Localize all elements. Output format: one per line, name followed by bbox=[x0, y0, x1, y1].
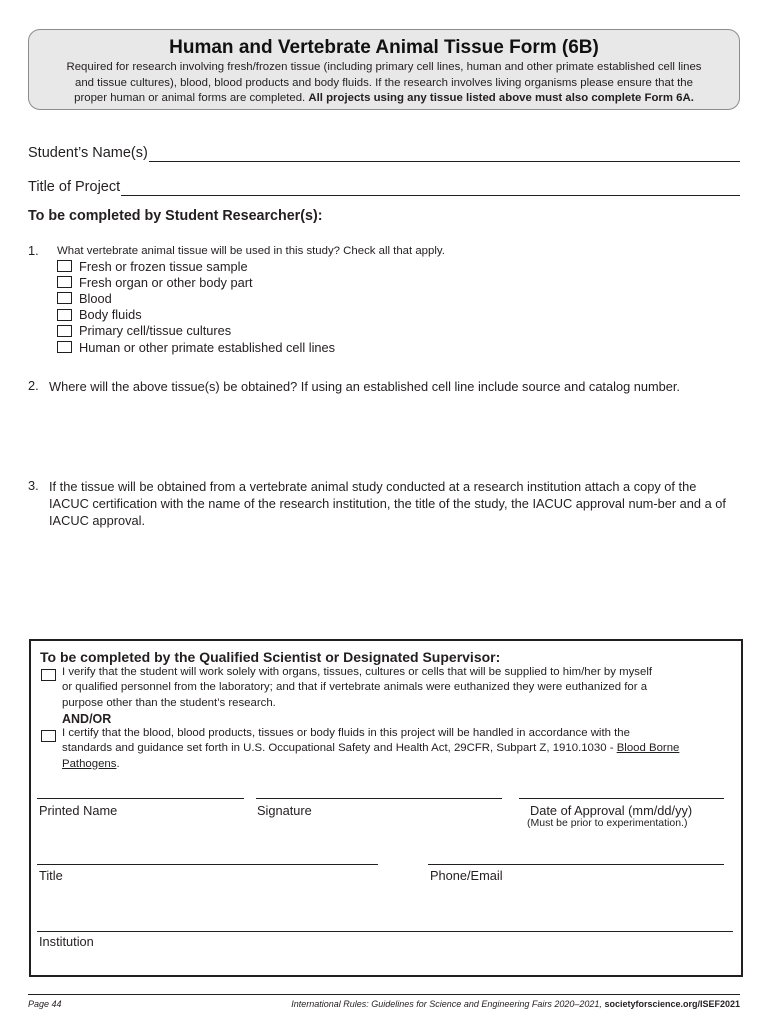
students-name-label: Student’s Name(s) bbox=[28, 145, 148, 161]
title-label: Title bbox=[39, 868, 63, 883]
certify-line-3 bbox=[62, 757, 734, 772]
date-line[interactable] bbox=[519, 798, 724, 799]
project-title-label: Title of Project bbox=[28, 179, 121, 195]
date-note: (Must be prior to experimentation.) bbox=[527, 817, 688, 829]
question-1-text: What vertebrate animal tissue will be used in this study? Check all that apply. bbox=[57, 245, 445, 257]
option-body-fluids[interactable] bbox=[57, 307, 335, 323]
pathogens-link[interactable]: Pathogens bbox=[62, 757, 117, 770]
question-3-text: If the tissue will be obtained from a vertebrate animal study conducted at a research institution attach a copy of the IACUC certification with the name of the research institution, the title of the study, the IACUC approval num-ber and a of IACUC approval. bbox=[49, 479, 726, 528]
verify-statement bbox=[62, 665, 734, 711]
certify-line-2-text: standards and guidance set forth in U.S. Occupational Safety and Health Act, 29CFR, Subpart Z, 1910.1030 - bbox=[62, 742, 614, 755]
certify-end: . bbox=[116, 757, 120, 770]
checkbox-icon[interactable] bbox=[57, 276, 72, 288]
verify-line-2: or qualified personnel from the laboratory; and that if vertebrate animals were euthanized they were euthanized for a bbox=[62, 681, 648, 694]
option-label: Human or other primate established cell lines bbox=[79, 339, 336, 355]
description-line-3 bbox=[31, 91, 737, 107]
footer-citation bbox=[291, 999, 740, 1009]
verify-line-3: purpose other than the student’s research. bbox=[62, 696, 276, 709]
checkbox-icon[interactable] bbox=[57, 325, 72, 337]
printed-name-label: Printed Name bbox=[39, 803, 118, 818]
project-title-line[interactable] bbox=[121, 178, 740, 196]
description-line-1: Required for research involving fresh/frozen tissue (including primary cell lines, human and other primate established cell lines bbox=[66, 61, 702, 73]
description-line-3-text: proper human or animal forms are completed. bbox=[74, 92, 306, 104]
checkbox-icon[interactable] bbox=[57, 292, 72, 304]
project-title-field[interactable] bbox=[28, 174, 740, 196]
verify-checkbox-icon[interactable] bbox=[41, 669, 56, 681]
certify-line-1: I certify that the blood, blood products, tissues or body fluids in this project will be handled in accordance with the bbox=[62, 727, 630, 739]
form-description bbox=[29, 60, 739, 107]
institution-line[interactable] bbox=[37, 931, 733, 932]
blood-borne-link[interactable]: Blood Borne bbox=[616, 742, 680, 755]
scientist-section bbox=[29, 639, 743, 977]
option-label: Blood bbox=[79, 290, 112, 306]
checkbox-icon[interactable] bbox=[57, 309, 72, 321]
question-1-number: 1. bbox=[28, 243, 39, 258]
checkbox-icon[interactable] bbox=[57, 260, 72, 272]
certify-checkbox-icon[interactable] bbox=[41, 730, 56, 742]
footer-site: societyforscience.org/ISEF2021 bbox=[604, 999, 740, 1009]
footer-divider bbox=[28, 994, 740, 995]
option-label: Body fluids bbox=[79, 307, 142, 323]
form-header bbox=[28, 29, 740, 110]
description-line-2: and tissue cultures), blood, blood products and body fluids. If the research involves living organisms please ensure that the bbox=[75, 76, 693, 89]
students-name-field[interactable] bbox=[28, 140, 740, 162]
option-primate-cell-lines[interactable] bbox=[57, 339, 335, 355]
option-blood[interactable] bbox=[57, 290, 335, 306]
option-fresh-organ[interactable] bbox=[57, 274, 335, 290]
option-label: Primary cell/tissue cultures bbox=[79, 323, 232, 339]
date-of-approval-label: Date of Approval (mm/dd/yy) bbox=[530, 803, 693, 818]
scientist-section-heading: To be completed by the Qualified Scientist or Designated Supervisor: bbox=[40, 649, 501, 665]
question-2-text: Where will the above tissue(s) be obtained? If using an established cell line include source and catalog number. bbox=[49, 379, 680, 394]
printed-name-line[interactable] bbox=[37, 798, 244, 799]
page-number: Page 44 bbox=[28, 999, 62, 1009]
title-line[interactable] bbox=[37, 864, 378, 865]
signature-line[interactable] bbox=[256, 798, 502, 799]
description-requirement: All projects using any tissue listed above must also complete Form 6A. bbox=[308, 92, 694, 104]
checkbox-icon[interactable] bbox=[57, 341, 72, 353]
verify-line-1: I verify that the student will work solely with organs, tissues, cultures or cells that will be supplied to him/her by myself bbox=[62, 666, 653, 678]
option-fresh-frozen-tissue[interactable] bbox=[57, 258, 335, 274]
phone-email-line[interactable] bbox=[428, 864, 724, 865]
option-label: Fresh organ or other body part bbox=[79, 274, 253, 290]
phone-email-label: Phone/Email bbox=[430, 868, 503, 883]
tissue-options bbox=[57, 258, 335, 355]
form-title: Human and Vertebrate Animal Tissue Form (6B) bbox=[169, 37, 599, 58]
question-3-number: 3. bbox=[28, 478, 39, 493]
question-2-number: 2. bbox=[28, 378, 39, 393]
certify-statement bbox=[62, 726, 734, 772]
institution-label: Institution bbox=[39, 934, 94, 949]
and-or-label: AND/OR bbox=[62, 712, 112, 726]
option-primary-cultures[interactable] bbox=[57, 323, 335, 339]
option-label: Fresh or frozen tissue sample bbox=[79, 258, 248, 274]
footer-rules-text: International Rules: Guidelines for Science and Engineering Fairs 2020–2021, bbox=[291, 999, 602, 1009]
certify-line-2 bbox=[62, 741, 734, 756]
student-section-heading: To be completed by Student Researcher(s): bbox=[28, 208, 323, 224]
students-name-line[interactable] bbox=[149, 144, 740, 162]
signature-label: Signature bbox=[257, 803, 312, 818]
